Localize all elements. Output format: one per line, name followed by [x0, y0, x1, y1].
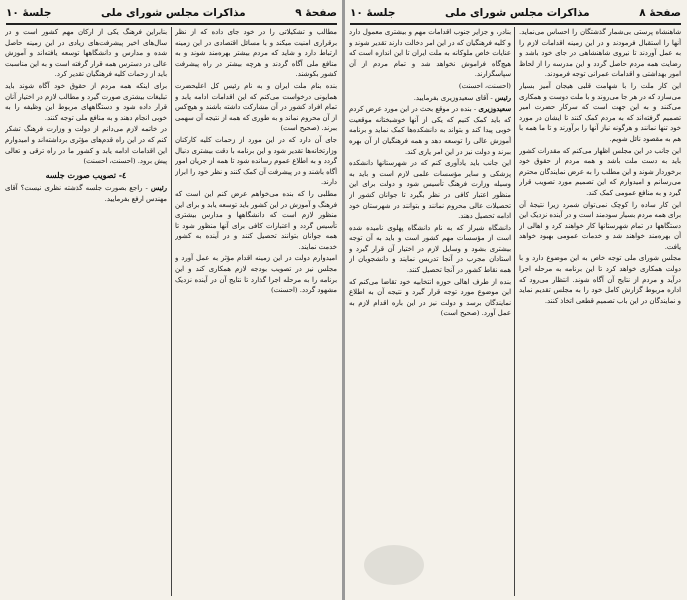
speaker-name: رئیس — [150, 184, 167, 193]
right-page-right-column — [519, 27, 681, 596]
paragraph — [5, 81, 167, 123]
speaker-name: رئیس — [494, 93, 511, 102]
left-page-right-column — [175, 27, 337, 596]
paragraph-text: بنده از طرف اهالی حوزه انتخابیه خود تقاضا می‌کنم که این موضوع مورد توجه قرار گیرد و نتیجه آن به اطلاع نمایندگان برسد و دولت نیز در این باره اقدام لازم به عمل آورد. (صحیح است) — [349, 277, 511, 318]
right-page-header — [350, 3, 681, 25]
paragraph-text: این جانب در این مجلس اظهار می‌کنم که مقدرات کشور باید به دست ملت باشد و همه مردم از حقوق خود برخوردار شوند و این مطلب را به عرض نمایندگان محترم می‌رسانم و امیدوارم که این تصمیم مورد تصویب قرار گیرد و به منافع عمومی کمک کند. — [519, 146, 681, 197]
page-number-label: صفحهٔ ۸ — [639, 7, 681, 19]
paragraph-text: این جانب باید یادآوری کنم که در شهرستانها دانشکده پزشکی و سایر مؤسسات علمی لازم است و باید به وسیله وزارت فرهنگ تأسیس شود و دولت برای این منظور اعتبار کافی در نظر بگیرد تا جوانان کشور از تحصیلات عالی محروم نمانند و بتوانند در شهرستان خود ادامه تحصیل دهند. — [349, 159, 511, 221]
session-label: جلسهٔ ۱۰ — [350, 7, 396, 19]
session-label: جلسهٔ ۱۰ — [6, 7, 52, 19]
paragraph-text: بنادر، و جزایر جنوب اقدامات مهم و بیشتری معمول دارد و کلیه فرهنگیان که در این امر دخالت دارند تقدیر شوند و عنایات خاص ملوکانه به ملت ایران تا این اندازه است که هیچ‌گاه فراموش نخواهد شد و تمام مردم از آن سپاسگزارند. — [349, 28, 511, 79]
paragraph-text: جای آن دارد که در این مورد از زحمات کلیه کارکنان وزارتخانه‌ها تقدیر شود و این برنامه با دقت بیشتری دنبال گردد و به اطلاع عموم رسانده شود تا همه از جریان امور آگاه باشند و در پیشرفت آن کمک کنند و نظر خود را ابراز دارند. — [175, 135, 337, 187]
left-page-header — [6, 3, 337, 25]
paragraph-text: این کار ساده را کوچک نمی‌توان شمرد زیرا نتیجهٔ آن برای همه مردم بسیار سودمند است و در آینده نزدیک این دستگاهها در تمام شهرستانها کار خواهند کرد و اهالی از آن بهره‌مند خواهند شد و خدمات عمومی بهبود خواهد یافت. — [519, 200, 681, 251]
print-smudge — [364, 545, 424, 585]
left-page-left-column — [5, 27, 167, 596]
journal-title: مذاکرات مجلس شورای ملی — [100, 7, 246, 19]
paragraph-text: مطلبی را که بنده می‌خواهم عرض کنم این است که فرهنگ و آموزش در این کشور باید توسعه یابد و برای این منظور لازم است که دانشگاهها و مدارس بیشتری تأسیس گردد و اعتبارات کافی برای آنها منظور شود تا همه جوانان بتوانند تحصیل کنند و در آینده به کشور خدمت نمایند. — [175, 189, 337, 251]
paragraph-text: آقای سعیدوزیری بفرمایید. — [413, 93, 489, 102]
paragraph — [349, 158, 511, 222]
paragraph — [519, 146, 681, 199]
paragraph-text: این کار ملت را با شهامت قلبی هیجان آمیز بسیار می‌سازد که در هر جا می‌روند و با ملت دوست و همکاری می‌کنند و به این جهت است که سرکار حضرت امیر تصمیم گرفته‌اند که به مردم کمک کنند تا ایشان در مورد خود تنها نمانند و هرگونه نیاز آنها را برآورند و تا ما همه با هم به مقصود نائل شویم. — [519, 81, 681, 143]
paragraph-text: (احسنت، احسنت) — [458, 81, 511, 90]
paragraph — [5, 124, 167, 166]
right-page — [344, 0, 687, 600]
paragraph — [175, 253, 337, 295]
speaker-name: سعیدوزیری — [478, 105, 511, 114]
right-page-left-column — [349, 27, 511, 596]
paragraph-text: دانشگاه شیراز که به نام دانشگاه پهلوی نامیده شده است از مؤسسات مهم کشور است و باید به آن توجه بیشتری بشود و وسایل لازم در اختیار آن قرار گیرد و استادان مجرب در آنجا تدریس نمایند و دانشجویان از همه نقاط کشور در آنجا تحصیل کنند. — [349, 223, 511, 275]
paragraph-text: بنده بنام ملت ایران و به نام رئیس کل اعلیحضرت همایونی درخواست می‌کنم که این اقدامات ادامه یابد و تمام افراد کشور در آن مشارکت داشته باشند و هیچ‌کس از آن محروم نماند و به طوری که همه از نتیجه آن سهمی ببرند. (صحیح است) — [175, 81, 337, 133]
paragraph-text: بنابراین فرهنگ یکی از ارکان مهم کشور است و در سال‌های اخیر پیشرفت‌های زیادی در این زمینه حاصل شده و مدارس و دانشگاهها توسعه یافته‌اند و آموزش عالی در دسترس همه قرار گرفته است و به این مناسبت باید از زحمات کلیه فرهنگیان تقدیر کرد. — [5, 28, 167, 79]
paragraph-text: مجلس شورای ملی توجه خاص به این موضوع دارد و با دولت همکاری خواهد کرد تا این برنامه به مرحله اجرا درآید و مردم از نتایج آن آگاه شوند. انتظار می‌رود که اداره مربوط گزارش کامل خود را به مجلس تقدیم نماید و نمایندگان در این باب تصمیم قطعی اتخاذ کنند. — [519, 254, 681, 305]
paragraph-text: بنده در موقع بحث در این مورد عرض کردم که باید کمک کنیم که یکی از آنها خوشبختانه موقعیت خوبی پیدا کند و بتواند به دانشکده‌ها کمک نماید و برنامه آموزش عالی را توسعه دهد و همه فرهنگیان از آن بهره ببرند و دولت نیز در این امر یاری کند. — [349, 105, 511, 156]
paragraph — [519, 200, 681, 253]
journal-title: مذاکرات مجلس شورای ملی — [444, 7, 590, 19]
paragraph — [175, 189, 337, 253]
section-title: ٤- تصویب صورت جلسه — [45, 169, 127, 180]
paragraph — [519, 253, 681, 306]
paragraph-text: راجع بصورت جلسه گذشته نظری نیست؟ آقای مهندس ارفع بفرمایید. — [5, 184, 167, 203]
column-divider — [514, 27, 515, 596]
paragraph — [175, 81, 337, 134]
paragraph-text: در خاتمه لازم می‌دانم از دولت و وزارت فرهنگ تشکر کنم که در این راه قدم‌های مؤثری برداشته‌اند و امیدوارم این اقدامات ادامه یابد و کشور ما در راه ترقی و تعالی پیش برود. (احسنت، احسنت) — [5, 125, 167, 166]
paragraph — [519, 81, 681, 145]
paragraph-text: امیدوارم دولت در این زمینه اقدام مؤثر به عمل آورد و مجلس نیز در تصویب بودجه لازم همکاری کند و این برنامه را به مرحله اجرا گذارد تا نتایج آن در آینده نزدیک مشهود گردد. (احسنت) — [175, 254, 337, 295]
paragraph — [349, 223, 511, 276]
paragraph-text: مطالب و تشکیلاتی را در خود جای داده که از نظر برقراری امنیت میکند و با مسائل اقتصادی در این زمینه ارتباط دارد و شاید که مردم بیشتر بهره‌مند شوند و به منافع ملی آگاه گردند و هرچه بیشتر در راه پیشرفت کشور بکوشند. — [175, 28, 337, 79]
paragraph-text: برای اینکه همه مردم از حقوق خود آگاه شوند باید تبلیغات بیشتری صورت گیرد و مطالب لازم در اختیار آنان قرار داده شود و دستگاههای مربوط این وظیفه را به خوبی انجام دهند و به منافع ملی توجه کنند. — [5, 81, 167, 122]
paragraph: رئیس - راجع بصورت جلسه گذشته نظری نیست؟ آقای مهندس ارفع بفرمایید. — [5, 184, 167, 203]
paragraph: رئیس - آقای سعیدوزیری بفرمایید. — [413, 93, 511, 102]
paragraph — [5, 27, 167, 80]
paragraph — [519, 27, 681, 80]
page-number-label: صفحهٔ ۹ — [295, 7, 337, 19]
paragraph — [175, 135, 337, 188]
paragraph — [349, 277, 511, 319]
paragraph — [349, 81, 511, 92]
column-divider — [171, 27, 172, 596]
paragraph — [349, 27, 511, 80]
paragraph-text: شاهنشاه پرستی بی‌شمار گذشتگان را احساس می‌نماید. آنها را استقبال فرمودند و در این زمینه اقدامات لازم را به عمل آوردند تا نیروی شاهنشاهی در جای خود باشد و رضایت همه مردم حاصل گردد و این مدرسه را از لحاظ امور بهداشتی و اقدامات عمرانی توجه فرمودند. — [519, 28, 681, 79]
left-page — [0, 0, 343, 600]
paragraph — [175, 27, 337, 80]
paragraph: سعیدوزیری - بنده در موقع بحث در این مورد عرض کردم که باید کمک کنیم که یکی از آنها خوشبختانه موقعیت خوبی پیدا کند و بتواند به دانشکده‌ها کمک نماید و برنامه آموزش عالی را توسعه دهد و همه فرهنگیان از آن بهره ببرند و دولت نیز در این امر یاری کند. — [349, 105, 511, 156]
